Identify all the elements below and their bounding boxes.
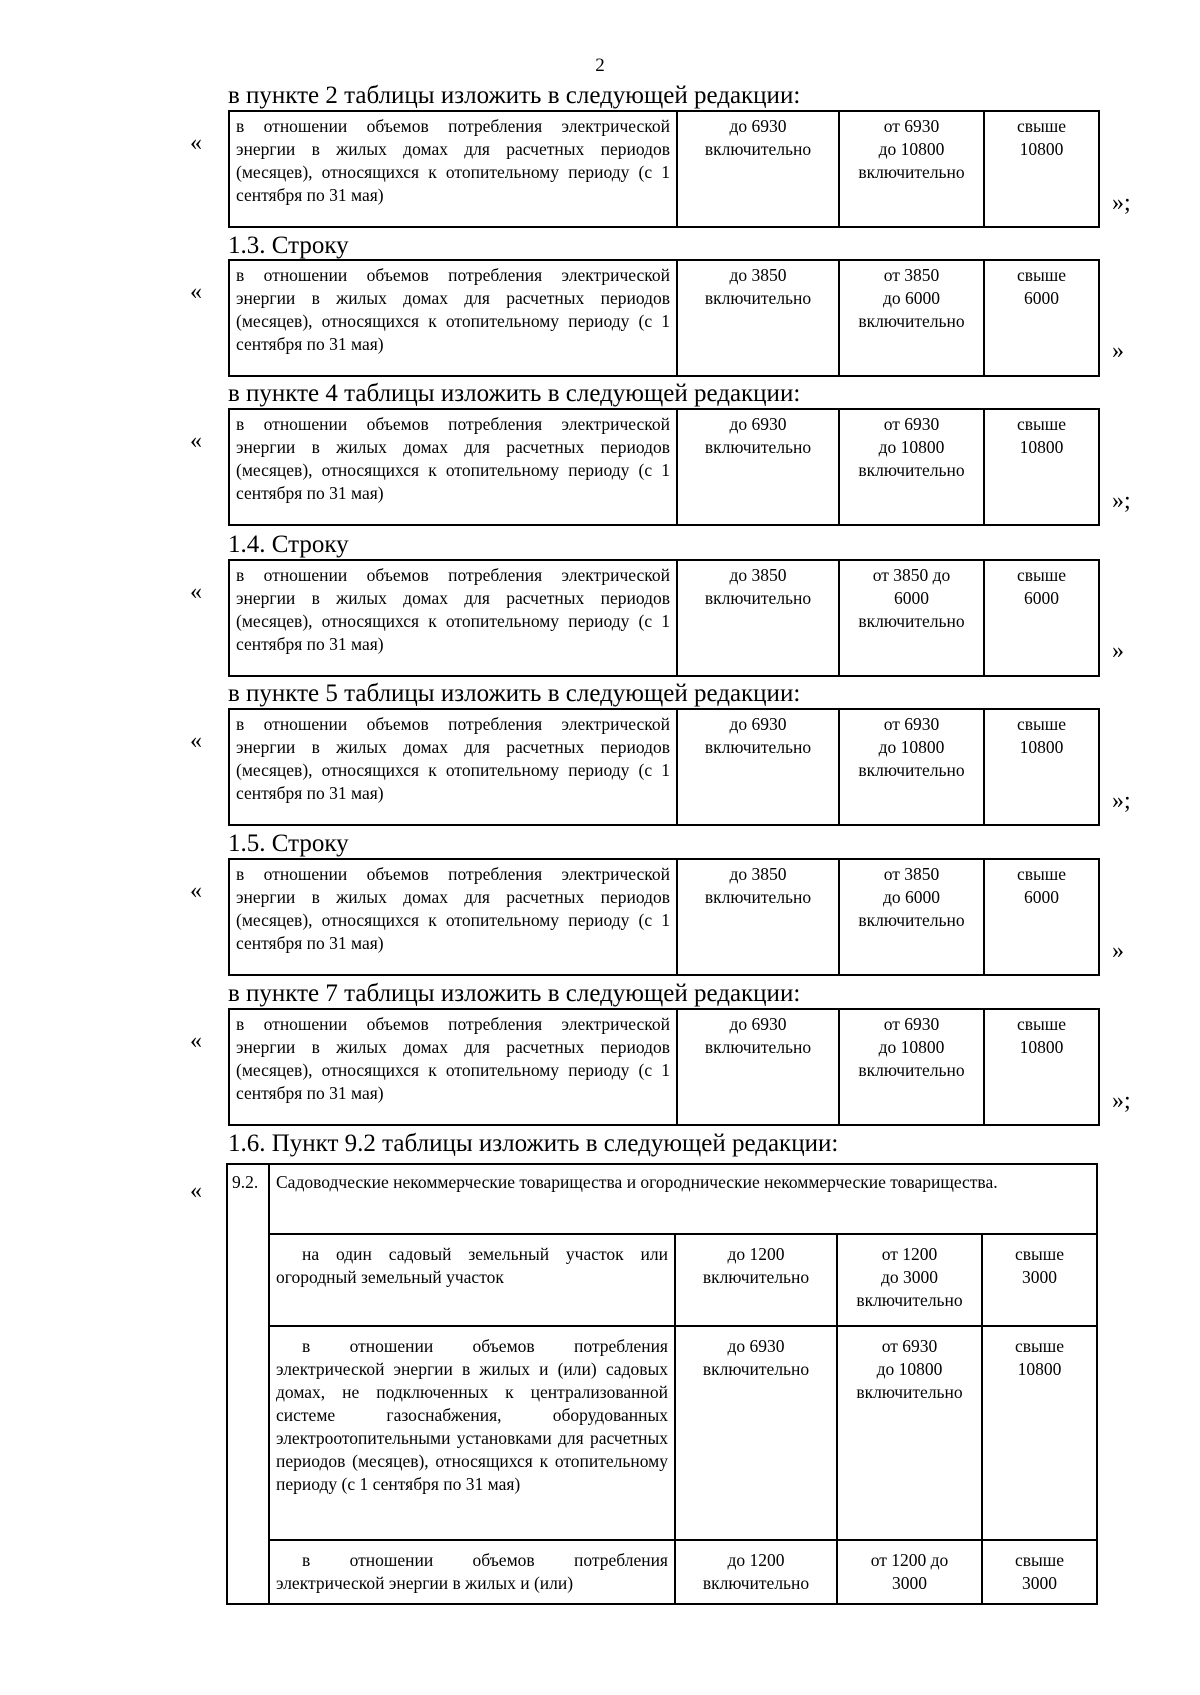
range-high: свыше 3000 [1014,1244,1065,1287]
range-low: до 6930 включительно [677,111,839,227]
closing-quote: »; [1112,190,1131,216]
tariff-row-table [228,408,1100,526]
range-low: до 6930 включительно [702,1336,810,1379]
row-description: в отношении объемов потребления электрической энергии в жилых домах для расчетных периодов (месяцев), относящихся к отопительному периоду (с 1 сентября по 31 мая) [229,1009,677,1125]
range-low: до 1200 включительно [702,1244,810,1287]
opening-quote: « [190,279,202,305]
range-high: свыше 10800 [984,709,1099,825]
range-low: до 6930 включительно [677,709,839,825]
range-high: свыше 6000 [984,859,1099,975]
section-heading: в пункте 4 таблицы изложить в следующей редакции: [228,380,801,407]
range-high: свыше 10800 [984,409,1099,525]
opening-quote: « [190,428,202,454]
closing-quote: »; [1112,488,1131,514]
row-description: в отношении объемов потребления электрической энергии в жилых домах для расчетных периодов (месяцев), относящихся к отопительному периоду (с 1 сентября по 31 мая) [229,260,677,376]
range-low: до 3850 включительно [677,560,839,676]
table-border [226,1603,1098,1605]
closing-quote: »; [1112,788,1131,814]
closing-quote: » [1112,638,1124,664]
opening-quote: « [190,130,202,156]
range-mid: от 6930 до 10800 включительно [839,1009,984,1125]
range-low: до 3850 включительно [677,260,839,376]
closing-quote: » [1112,938,1124,964]
range-mid: от 1200 до 3000 [870,1550,949,1593]
section-heading: 1.3. Строку [228,232,349,259]
range-high: свыше 10800 [984,111,1099,227]
subrow-description: в отношении объемов потребления электрической энергии в жилых и (или) садовых домах, не подключенных к централизованной системе газоснабжения, оборудованных электроотопительными установками для расчетных периодов (месяцев), относящихся к отопительному периоду (с 1 сентября по 31 мая) [276,1336,668,1494]
section-heading: в пункте 7 таблицы изложить в следующей редакции: [228,980,801,1007]
opening-quote: « [190,728,202,754]
range-mid: от 6930 до 10800 включительно [839,709,984,825]
range-high: свыше 6000 [984,260,1099,376]
range-high: свыше 6000 [984,560,1099,676]
range-low: до 1200 включительно [702,1550,810,1593]
tariff-row-table [228,1008,1100,1126]
tariff-row-table [228,259,1100,377]
section-heading: в пункте 2 таблицы изложить в следующей редакции: [228,82,801,109]
range-mid: от 3850 до 6000 включительно [839,859,984,975]
section-heading: в пункте 5 таблицы изложить в следующей редакции: [228,680,801,707]
row-description: в отношении объемов потребления электрической энергии в жилых домах для расчетных периодов (месяцев), относящихся к отопительному периоду (с 1 сентября по 31 мая) [229,409,677,525]
range-mid: от 6930 до 10800 включительно [839,111,984,227]
row-description: в отношении объемов потребления электрической энергии в жилых домах для расчетных периодов (месяцев), относящихся к отопительному периоду (с 1 сентября по 31 мая) [229,709,677,825]
table-border [268,1539,1098,1541]
section-heading: 1.5. Строку [228,830,349,857]
opening-quote: « [190,878,202,904]
item-9-2-table [226,1163,1098,1605]
table-border [268,1325,1098,1327]
tariff-row-table [228,110,1100,228]
row-description: в отношении объемов потребления электрической энергии в жилых домах для расчетных периодов (месяцев), относящихся к отопительному периоду (с 1 сентября по 31 мая) [229,859,677,975]
table-border [226,1163,1098,1165]
item-title: Садоводческие некоммерческие товарищества и огороднические некоммерческие товарищества. [276,1172,998,1192]
section-heading: 1.6. Пункт 9.2 таблицы изложить в следующей редакции: [228,1130,839,1157]
table-border [268,1233,1098,1235]
opening-quote: « [190,579,202,605]
range-mid: от 6930 до 10800 включительно [839,409,984,525]
subrow-description: на один садовый земельный участок или огородный земельный участок [276,1244,668,1287]
row-description: в отношении объемов потребления электрической энергии в жилых домах для расчетных периодов (месяцев), относящихся к отопительному периоду (с 1 сентября по 31 мая) [229,560,677,676]
range-high: свыше 10800 [1014,1336,1065,1379]
range-high: свыше 10800 [984,1009,1099,1125]
range-low: до 3850 включительно [677,859,839,975]
range-mid: от 1200 до 3000 включительно [856,1244,963,1310]
row-description: в отношении объемов потребления электрической энергии в жилых домах для расчетных периодов (месяцев), относящихся к отопительному периоду (с 1 сентября по 31 мая) [229,111,677,227]
range-low: до 6930 включительно [677,1009,839,1125]
closing-quote: »; [1112,1088,1131,1114]
opening-quote: « [190,1178,202,1204]
range-mid: от 6930 до 10800 включительно [856,1336,963,1402]
range-high: свыше 3000 [1014,1550,1065,1593]
tariff-row-table [228,708,1100,826]
table-border [226,1163,228,1605]
range-mid: от 3850 до 6000 включительно [839,260,984,376]
page-number: 2 [595,55,605,76]
opening-quote: « [190,1028,202,1054]
range-low: до 6930 включительно [677,409,839,525]
subrow-description: в отношении объемов потребления электрической энергии в жилых и (или) [276,1550,668,1593]
tariff-row-table [228,559,1100,677]
closing-quote: » [1112,338,1124,364]
section-heading: 1.4. Строку [228,531,349,558]
tariff-row-table [228,858,1100,976]
item-number: 9.2. [232,1172,259,1192]
range-mid: от 3850 до 6000 включительно [839,560,984,676]
